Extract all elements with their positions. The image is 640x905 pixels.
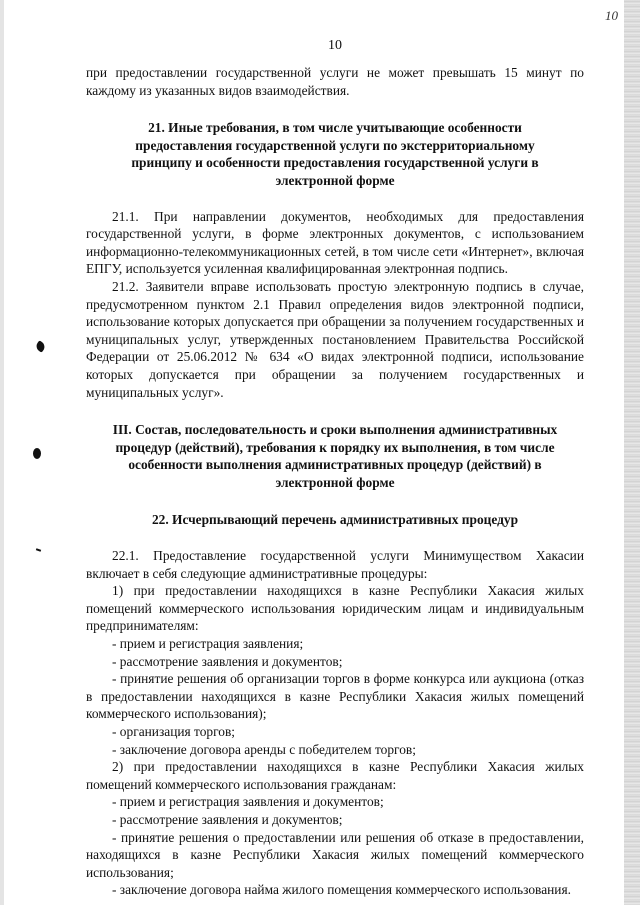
page-number: 10	[328, 38, 342, 53]
paragraph-continuation: при предоставлении государственной услуги не может превышать 15 минут по каждому из указанных видов взаимодействия.	[86, 65, 584, 98]
scan-edge-right	[624, 0, 640, 905]
margin-ink-tick	[36, 548, 41, 552]
sub-item: - принятие решения об организации торгов в форме конкурса или аукциона (отказ в предоставлении находящихся в казне Республики Хакасия жилых помещений коммерческого использования);	[86, 671, 584, 722]
scan-edge-left	[0, 0, 4, 905]
margin-ink-dot	[33, 448, 41, 459]
section-heading-21: 21. Иные требования, в том числе учитывающие особенности предоставления государственной услуги по экстерриториальному принципу и особенности предоставления государственной услуги в электронной форме	[131, 120, 539, 188]
margin-ink-mark	[34, 340, 47, 353]
list-item-1: 1) при предоставлении находящихся в казне Республики Хакасия жилых помещений коммерческого использования юридическим лицам и индивидуальным предпринимателям:	[86, 583, 584, 634]
section-heading-22: 22. Исчерпывающий перечень административных процедур	[151, 512, 519, 528]
paragraph-21-1: 21.1. При направлении документов, необходимых для предоставления государственной услуги, в форме электронных документов, с использованием информационно-телекоммуникационных сетей, в том числе сети «Интернет», включая ЕПГУ, используется усиленная квалифицированная электронная подпись.	[86, 208, 584, 277]
sub-item: - рассмотрение заявления и документов;	[112, 653, 343, 669]
sub-item: - принятие решения о предоставлении или решения об отказе в предоставлении, находящихся в казне Республики Хакасия жилых помещений коммерческого использования;	[86, 829, 584, 880]
sub-item: - заключение договора найма жилого помещения коммерческого использования.	[112, 882, 571, 898]
sub-item: - прием и регистрация заявления и документов;	[112, 794, 384, 810]
chapter-heading-3: III. Состав, последовательность и сроки выполнения административных процедур (действий), требования к порядку их выполнения, в том числе особенности выполнения административных процедур (действий) в электронной форме	[112, 422, 558, 490]
document-body	[86, 64, 584, 899]
sub-item: - организация торгов;	[112, 724, 235, 739]
paragraph-22-1: 22.1. Предоставление государственной услуги Минимуществом Хакасии включает в себя следующие административные процедуры:	[86, 548, 584, 581]
list-item-2: 2) при предоставлении находящихся в казне Республики Хакасия жилых помещений коммерческого использования гражданам:	[86, 759, 584, 792]
sub-item: - заключение договора аренды с победителем торгов;	[112, 741, 416, 757]
sub-item: - рассмотрение заявления и документов;	[112, 811, 343, 827]
handwritten-page-mark: 10	[605, 8, 618, 23]
paragraph-21-2: 21.2. Заявители вправе использовать простую электронную подпись в случае, предусмотренном пунктом 2.1 Правил определения видов электронной подписи, использование которых допускается при обращении за получением государственных и муниципальных услуг, утвержденных постановлением Правительства Российской Федерации от 25.06.2012 № 634 «О видах электронной подписи, использование которых допускается при обращении за получением государственных и муниципальных услуг».	[86, 278, 584, 400]
sub-item: - прием и регистрация заявления;	[112, 636, 304, 652]
